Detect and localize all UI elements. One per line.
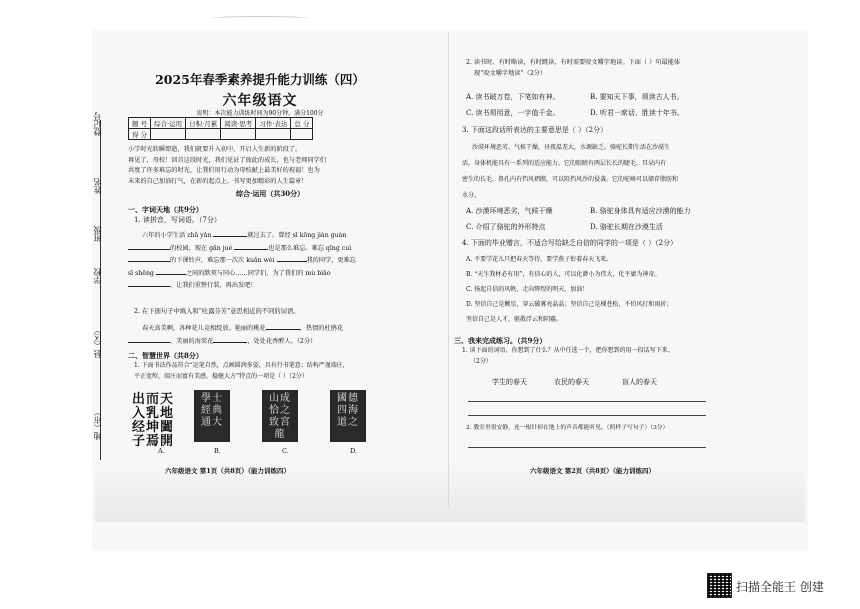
score-cell: 阅读·思考 <box>221 118 256 129</box>
exam-subtitle: 六年级语文 <box>222 93 298 109</box>
pinyin-text: sī shēng <box>128 269 154 277</box>
word-option: 盲人的春天 <box>622 378 657 386</box>
q2-text: ，处处花香醉人。（2分） <box>247 337 317 345</box>
pinyin-text: 六年的小学生活 zhǎ yǎn <box>142 232 212 239</box>
option-c-label: C. <box>282 447 289 455</box>
score-cell: 日积·月累 <box>186 118 221 129</box>
score-cell: 习作·表达 <box>256 118 291 129</box>
score-table <box>128 117 313 140</box>
exam-note: 说明：本次能力训练时间为90分钟，满分100分 <box>196 110 324 117</box>
score-blank <box>221 129 256 140</box>
calligraphy-a: 出而天 入乳地 经坤闔 子焉開 <box>132 392 175 449</box>
s3-q1-line: 1. 读下面的词语，你想到了什么？从中任选一个，把你想到的用一段话写下来。 <box>462 347 674 354</box>
section-main-heading: 综合·运用（共30分） <box>236 189 305 198</box>
score-cell: 综合·运用 <box>151 118 186 129</box>
option-b-label: B. <box>214 447 221 455</box>
score-blank <box>291 129 313 140</box>
page-fold <box>448 32 449 507</box>
intro-line: 再见了，母校！回首这段时光，我们见证了彼此的成长，也与老师同学们 <box>128 156 326 164</box>
q3-option-c: C. 介绍了骆驼的外形特点 <box>466 223 546 231</box>
q2-option-d: D. 听君一席话，胜读十年书。 <box>590 109 684 117</box>
scanner-watermark: 扫描全能王 创建 <box>736 580 824 594</box>
s1-pinyin-block <box>128 229 378 292</box>
s1-q1: 1. 读拼音，写词语。（7分） <box>134 216 221 224</box>
s2-q1-line: 1. 下面书法作品符合“运笔自然，点画圆润多姿，具有行书笔意；结构严谨端庄， <box>134 362 349 369</box>
option-a-label: A. <box>158 447 165 455</box>
answer-line[interactable] <box>468 401 706 402</box>
page-2-footer: 六年级语文 第2页（共8页）（能力训练四） <box>530 467 656 475</box>
q4-option: A. 不要学花儿只把春天等待，要学燕子衔着春天飞来。 <box>466 256 613 263</box>
option-d-label: D. <box>350 447 358 455</box>
intro-paragraph <box>128 145 326 187</box>
binding-school: 学校 <box>93 268 102 284</box>
page-1-footer: 六年级语文 第1页（共8页）（能力训练四） <box>165 467 291 475</box>
qr-code-icon <box>707 573 732 598</box>
s1-q2-block <box>128 322 378 347</box>
scan-smudge <box>210 16 310 21</box>
score-cell: 得 分 <box>129 129 151 140</box>
q2-line: 现“咬文嚼字地读”（2分） <box>474 69 547 77</box>
q2-text: 春天真美啊，各种花儿竞相绽放。艳丽的桃花 <box>142 325 266 332</box>
q4-options <box>466 252 728 327</box>
binding-county: 县（区） <box>93 326 102 358</box>
answer-line[interactable] <box>468 447 706 448</box>
q3-passage-line: 水分。 <box>462 192 481 199</box>
s2-q1 <box>134 361 349 382</box>
q3-passage-line: 密生的长毛，鼻孔内有挡风褶膜，可以阻挡风沙的侵袭。它的驼峰可以储存脂肪和 <box>462 176 679 183</box>
word-option: 农民的春天 <box>554 378 589 386</box>
q3-option-b: B. 骆驼身体具有适应沙漠的能力 <box>590 207 691 215</box>
word-option: 学生的春天 <box>492 378 527 386</box>
q3-option-a: A. 沙漠环境恶劣，气候干燥 <box>466 207 553 215</box>
s1-q2: 2. 在下面句子中填入和“吐露芬芳”意思相近的不同的词语。 <box>134 308 300 315</box>
intro-line: 未来的自己加油打气，在新的起点上，书写更加精彩的人生篇章！ <box>128 177 308 185</box>
calligraphy-d: 國德 四海 道之 <box>330 390 366 442</box>
q2-line: 2. 读书时，有时略读，有时跳读，有时需要咬文嚼字地读。下面（ ）句最能体 <box>466 59 681 66</box>
pinyin-text: 我的同学，更难忘 <box>306 257 356 264</box>
score-blank <box>186 129 221 140</box>
binding-city: 地（市） <box>93 408 102 440</box>
score-value-row <box>129 129 313 140</box>
q4-option: B. “天生我材必有用”，有信心的人，可以化渺小为伟大，化平庸为神奇。 <box>466 271 661 278</box>
q2-option-c: C. 读书须用意，一字值千金。 <box>466 109 560 117</box>
section-3-heading: 三、我来完成练习。（共9分） <box>454 336 547 345</box>
q3-option-d: D. 骆驼长期在沙漠生活 <box>590 223 663 231</box>
pinyin-text: 的下课铃声，难忘那一次次 kuān wèi <box>170 257 275 264</box>
score-blank <box>256 129 291 140</box>
q2-text: ，热情的杜鹃花 <box>299 325 344 332</box>
pinyin-text: 之间的默契与同心……同学们，为了我们的 mù biāo <box>185 269 331 277</box>
q3-question: 3. 下面这段话所表达的主要意思是（ ）（2分） <box>462 126 608 134</box>
q2-block <box>466 58 726 79</box>
q4-option: 坚信自己是人才，驱散浮云和阴霾。 <box>466 316 563 323</box>
pinyin-text: 就过去了。曾经 sī kōng jiàn guàn <box>247 232 347 239</box>
binding-exam-no: 登记号 <box>93 112 102 136</box>
q2-option-a: A. 读书破万卷，下笔如有神。 <box>466 93 560 101</box>
binding-name: 姓名 <box>93 178 102 194</box>
q3-passage <box>462 140 724 204</box>
intro-line: 共度了许多难忘的时光，让我们用行动为母校献上最美好的祝福！也为 <box>128 167 320 174</box>
pinyin-text: ，让我们重整行装，再出发吧！ <box>170 282 257 289</box>
section-2-heading: 二、智慧世界（共8分） <box>128 351 203 360</box>
q4-option: C. 扬起自信的风帆，走向辉煌的明天，加油！ <box>466 286 589 293</box>
binding-class: 班级 <box>93 226 102 242</box>
s2-q1-line: 平正宽绰，端庄而富有美感，稳健大方”特点的一项是（ ）（2分） <box>134 372 308 380</box>
calligraphy-b: 學士 經典 通大 <box>194 390 230 442</box>
q4-option: D. 坚信自己是颗星，穿云破雾亮晶晶；坚信自己是棵苍松，不怕风打和雨折； <box>466 301 673 308</box>
q4-question: 4. 下面的毕业赠言，不适合写给缺乏自信的同学的一项是（ ）（2分） <box>462 239 678 247</box>
s3-q1-line: （2分） <box>470 357 492 365</box>
q3-passage-line: 沙漠环境恶劣，气候干燥，昼夜温差大，水源缺乏。骆驼长期生活在沙漠生 <box>472 144 671 151</box>
calligraphy-c: 山成 恰之 致宮 龍 <box>262 390 298 442</box>
s3-q1 <box>462 346 724 367</box>
answer-line[interactable] <box>468 415 706 416</box>
q2-option-b: B. 要知天下事，须读古人书。 <box>590 93 684 101</box>
score-cell: 题 号 <box>129 118 151 129</box>
score-cell: 总 分 <box>291 118 313 129</box>
pinyin-text: 的校园，现在 gǎn jué <box>170 244 233 252</box>
section-1-heading: 一、字词天地（共9分） <box>128 205 203 214</box>
exam-title: 2025年春季素养提升能力训练（四） <box>155 72 365 87</box>
score-blank <box>151 129 186 140</box>
s3-q2: 2. 教室里很安静，连一根针掉在地上的声音都能听见。（照样子写句子）（3分） <box>466 425 669 431</box>
q2-text: ，美丽的海棠花 <box>170 337 214 345</box>
intro-line: 小学时光转瞬即逝，我们就要升入初中，开启人生新的阶段了。 <box>128 146 302 153</box>
q3-passage-line: 活，身体机能具有一系列的适应能力，它的眼睛有两层长长的睫毛，耳朵内有 <box>462 160 667 167</box>
pinyin-text: 也是那么难忘。难忘 qīng cuì <box>268 244 352 252</box>
score-header-row <box>129 118 313 129</box>
